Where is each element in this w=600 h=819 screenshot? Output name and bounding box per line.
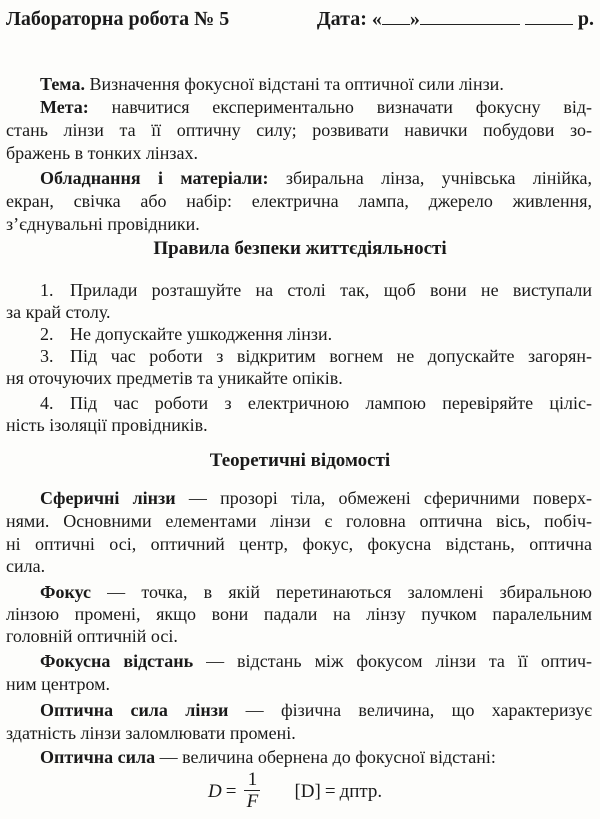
- unit-equals: =: [324, 780, 336, 802]
- rule-number: 2.: [40, 324, 54, 344]
- topic-text: Визначення фокусної відстані та оптичної сили лінзи.: [84, 74, 504, 94]
- topic-line: [40, 73, 592, 95]
- goal-label: Мета:: [40, 97, 89, 117]
- year-blank[interactable]: [525, 8, 573, 25]
- safety-rule: [40, 345, 592, 367]
- definition: [40, 699, 592, 721]
- definition: [40, 487, 592, 509]
- definition: [40, 581, 592, 603]
- definition: [40, 650, 592, 672]
- page-header: [6, 8, 594, 31]
- definition-text: — відстань між фокусом лінзи та її оптич-: [193, 651, 592, 671]
- month-blank[interactable]: [420, 8, 520, 25]
- definition-text: — фізична величина, що характеризує: [228, 700, 592, 720]
- definition-term: Оптична сила: [40, 747, 156, 767]
- date-label: Дата: «: [316, 8, 382, 30]
- rule-number: 4.: [40, 393, 54, 413]
- goal-text: стань лінзи та її оптичну силу; розвивати навички побудови зо-: [6, 120, 592, 140]
- safety-rule: [40, 323, 592, 345]
- goal-text: навчитися експериментально визначати фокусну від-: [88, 97, 592, 117]
- fraction-denominator: F: [246, 791, 259, 812]
- definition-term: Оптична сила лінзи: [40, 700, 229, 720]
- equipment-text: екран, свічка або набір: електрична лампа, джерело живлення,: [6, 191, 592, 211]
- definition-term: Фокус: [40, 582, 92, 602]
- rule-text: Не допускайте ушкодження лінзи.: [70, 324, 333, 344]
- rule-text: Під час роботи з відкритим вогнем не допускайте загорян-: [70, 346, 592, 366]
- goal-text: бражень в тонких лінзах.: [6, 143, 199, 163]
- safety-heading: Правила безпеки життєдіяльності: [153, 238, 447, 259]
- safety-rule: [40, 279, 592, 301]
- definition-text: — точка, в якій перетинаються заломлені збиральною: [91, 582, 592, 602]
- definition-text: лінзою промені, якщо вони падали на лінзу пучком паралельним: [6, 604, 592, 624]
- definition-text: ні оптичні осі, оптичний центр, фокус, фокусна відстань, оптична: [6, 534, 592, 554]
- definition-text: головній оптичній осі.: [6, 626, 178, 646]
- definition-text: нями. Основними елементами лінзи є головна оптична вісь, побіч-: [6, 511, 592, 531]
- optical-power-formula: [208, 770, 382, 813]
- formula-equals: =: [225, 780, 237, 802]
- date-field: [317, 8, 594, 31]
- rule-text: ня оточуючих предметів та уникайте опіків.: [6, 368, 343, 388]
- definition-text: — прозорі тіла, обмежені сферичними поверх-: [175, 488, 592, 508]
- equipment-text: з’єднувальні провідники.: [6, 214, 200, 234]
- rule-number: 3.: [40, 346, 54, 366]
- definition-term: Фокусна відстань: [40, 651, 194, 671]
- unit-lhs: [D]: [294, 780, 321, 802]
- rule-text: ність ізоляції провідників.: [6, 415, 208, 435]
- definition-text: сила.: [6, 556, 46, 576]
- lab-title: Лабораторна робота № 5: [6, 8, 230, 30]
- topic-label: Тема.: [40, 74, 85, 94]
- definition: [40, 746, 592, 768]
- theory-heading: Теоретичні відомості: [209, 450, 391, 471]
- goal-line: [40, 96, 592, 118]
- rule-number: 1.: [40, 280, 54, 300]
- fraction-numerator: 1: [247, 769, 258, 790]
- equipment-text: збиральна лінза, учнівська лінійка,: [268, 168, 592, 188]
- date-quote: »: [409, 8, 420, 30]
- definition-term: Сферичні лінзи: [40, 488, 176, 508]
- rule-text: за край столу.: [6, 302, 111, 322]
- definition-text: ним центром.: [6, 674, 111, 694]
- unit-value: дптр.: [339, 780, 383, 802]
- rule-text: Під час роботи з електричною лампою перевіряйте ціліс-: [70, 393, 592, 413]
- formula-fraction: [244, 770, 260, 813]
- rule-text: Прилади розташуйте на столі так, щоб вони не виступали: [70, 280, 592, 300]
- equipment-label: Обладнання і матеріали:: [40, 168, 269, 188]
- equipment-line: [40, 167, 592, 189]
- safety-rule: [40, 392, 592, 414]
- formula-lhs: D: [208, 780, 222, 802]
- definition-text: — величина обернена до фокусної відстані:: [155, 747, 496, 767]
- definition-text: здатність лінзи заломлювати промені.: [6, 723, 296, 743]
- day-blank[interactable]: [382, 8, 410, 25]
- year-suffix: р.: [577, 8, 594, 30]
